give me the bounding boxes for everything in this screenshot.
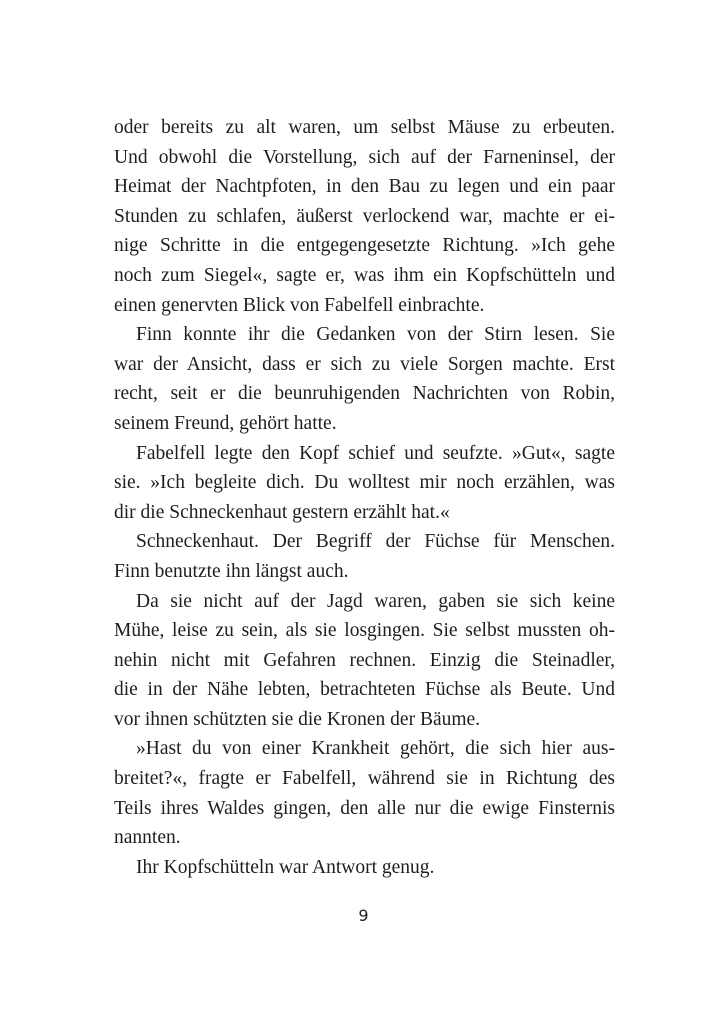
text-line: die in der Nähe lebten, betrachteten Füchse als Beute. Und: [114, 679, 615, 701]
paragraph: [114, 734, 615, 852]
text-line: sie. »Ich begleite dich. Du wolltest mir noch erzählen, was: [114, 472, 615, 494]
text-line: noch zum Siegel«, sagte er, was ihm ein Kopfschütteln und: [114, 264, 615, 286]
text-line: nige Schritte in die entgegengesetzte Richtung. »Ich gehe: [114, 235, 615, 257]
paragraph: [114, 853, 615, 883]
text-line: Fabelfell legte den Kopf schief und seufzte. »Gut«, sagte: [136, 442, 615, 464]
text-line: Teils ihres Waldes gingen, den alle nur die ewige Finsternis: [114, 797, 615, 819]
text-line: vor ihnen schützten sie die Kronen der Bäume.: [114, 708, 481, 730]
text-line: recht, seit er die beunruhigenden Nachrichten von Robin,: [114, 383, 615, 405]
text-line: breitet?«, fragte er Fabelfell, während sie in Richtung des: [114, 768, 615, 790]
page-number: 9: [358, 906, 369, 925]
text-line: Mühe, leise zu sein, als sie losgingen. Sie selbst mussten oh-: [114, 620, 615, 642]
body-text: [114, 113, 615, 882]
text-line: Heimat der Nachtpfoten, in den Bau zu legen und ein paar: [114, 176, 615, 198]
text-line: Da sie nicht auf der Jagd waren, gaben sie sich keine: [136, 590, 615, 612]
text-line: Finn konnte ihr die Gedanken von der Stirn lesen. Sie: [136, 324, 615, 346]
paragraph: [114, 587, 615, 735]
text-line: nannten.: [114, 827, 181, 849]
paragraph: [114, 113, 615, 320]
text-line: Finn benutzte ihn längst auch.: [114, 560, 349, 582]
text-line: oder bereits zu alt waren, um selbst Mäuse zu erbeuten.: [114, 117, 615, 138]
text-line: »Hast du von einer Krankheit gehört, die sich hier aus-: [136, 738, 615, 760]
text-line: dir die Schneckenhaut gestern erzählt hat.«: [114, 501, 450, 523]
text-line: seinem Freund, gehört hatte.: [114, 412, 337, 434]
text-line: Schneckenhaut. Der Begriff der Füchse für Menschen.: [136, 531, 615, 553]
text-line: Und obwohl die Vorstellung, sich auf der Farneninsel, der: [114, 146, 615, 168]
paragraph: [114, 439, 615, 528]
text-line: einen genervten Blick von Fabelfell einbrachte.: [114, 294, 485, 316]
paragraph: [114, 527, 615, 586]
text-line: Stunden zu schlafen, äußerst verlockend war, machte er ei-: [114, 205, 615, 227]
text-line: Ihr Kopfschütteln war Antwort genug.: [136, 856, 435, 878]
text-line: war der Ansicht, dass er sich zu viele Sorgen machte. Erst: [114, 353, 615, 375]
paragraph: [114, 320, 615, 438]
text-line: nehin nicht mit Gefahren rechnen. Einzig die Steinadler,: [114, 649, 615, 671]
